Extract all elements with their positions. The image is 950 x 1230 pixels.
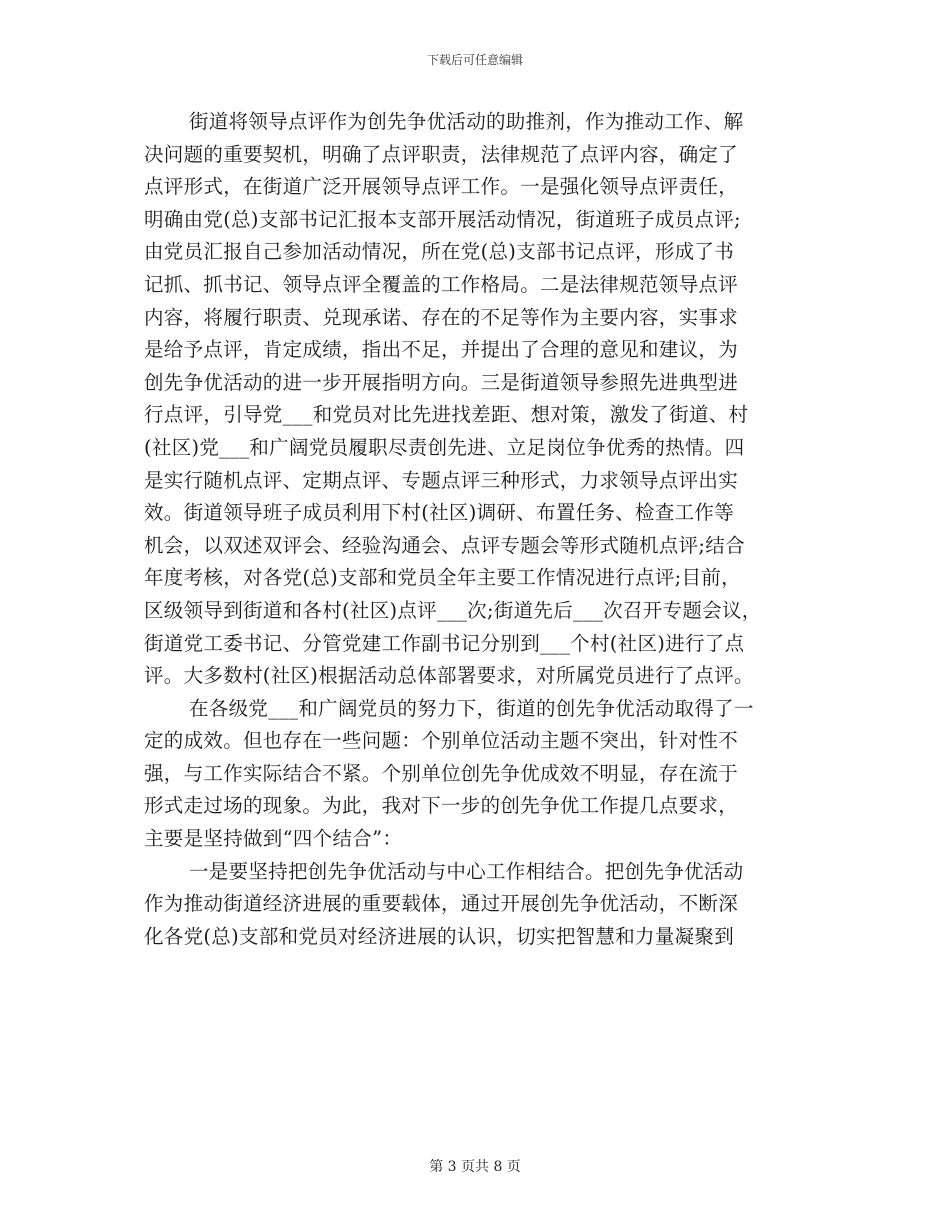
text-line-14: 机会，以双述双评会、经验沟通会、点评专题会等形式随机点评;结合 bbox=[144, 533, 745, 557]
page-header: 下载后可任意编辑 bbox=[426, 53, 523, 67]
text-line-18: 评。大多数村(社区)根据活动总体部署要求，对所属党员进行了点评。 bbox=[144, 664, 754, 688]
text-line-5: 由党员汇报自己参加活动情况，所在党(总)支部书记点评，形成了书 bbox=[144, 240, 735, 264]
text-line-4: 明确由党(总)支部书记汇报本支部开展活动情况，街道班子成员点评; bbox=[144, 207, 741, 231]
text-line-9: 创先争优活动的进一步开展指明方向。三是街道领导参照先进典型进 bbox=[144, 370, 739, 394]
text-line-23: 主要是坚持做到“四个结合”： bbox=[144, 827, 403, 851]
text-line-10: 行点评，引导党___和党员对比先进找差距、想对策，激发了街道、村 bbox=[144, 403, 749, 427]
text-line-6: 记抓、抓书记、领导点评全覆盖的工作格局。二是法律规范领导点评 bbox=[144, 272, 739, 296]
page-number: 第 3 页共 8 页 bbox=[429, 1159, 521, 1175]
text-line-25: 作为推动街道经济进展的重要载体，通过开展创先争优活动，不断深 bbox=[144, 892, 739, 916]
text-line-2: 决问题的重要契机，明确了点评职责，法律规范了点评内容，确定了 bbox=[144, 142, 739, 166]
text-line-16: 区级领导到街道和各村(社区)点评___次;街道先后___次召开专题会议， bbox=[144, 598, 762, 622]
text-line-26: 化各党(总)支部和党员对经济进展的认识，切实把智慧和力量凝聚到 bbox=[144, 924, 735, 948]
text-line-11: (社区)党___和广阔党员履职尽责创先进、立足岗位争优秀的热情。四 bbox=[144, 435, 745, 459]
text-line-19: 在各级党___和广阔党员的努力下，街道的创先争优活动取得了一 bbox=[189, 696, 754, 720]
text-line-15: 年度考核，对各党(总)支部和党员全年主要工作情况进行点评;目前， bbox=[144, 566, 741, 590]
text-line-7: 内容，将履行职责、兑现承诺、存在的不足等作为主要内容，实事求 bbox=[144, 305, 739, 329]
text-line-17: 街道党工委书记、分管党建工作副书记分别到___个村(社区)进行了点 bbox=[144, 631, 745, 655]
text-line-3: 点评形式，在街道广泛开展领导点评工作。一是强化领导点评责任， bbox=[144, 175, 739, 199]
text-line-13: 效。街道领导班子成员利用下村(社区)调研、布置任务、检查工作等 bbox=[144, 501, 735, 525]
text-line-22: 形式走过场的现象。为此，我对下一步的创先争优工作提几点要求， bbox=[144, 794, 739, 818]
document-body bbox=[144, 106, 808, 953]
text-line-12: 是实行随机点评、定期点评、专题点评三种形式，力求领导点评出实 bbox=[144, 468, 739, 492]
text-line-20: 定的成效。但也存在一些问题：个别单位活动主题不突出，针对性不 bbox=[144, 729, 739, 753]
text-line-1: 街道将领导点评作为创先争优活动的助推剂，作为推动工作、解 bbox=[189, 110, 744, 133]
text-line-24: 一是要坚持把创先争优活动与中心工作相结合。把创先争优活动 bbox=[189, 859, 744, 883]
text-line-8: 是给予点评，肯定成绩，指出不足，并提出了合理的意见和建议，为 bbox=[144, 338, 739, 362]
text-line-21: 强，与工作实际结合不紧。个别单位创先争优成效不明显，存在流于 bbox=[144, 761, 739, 785]
